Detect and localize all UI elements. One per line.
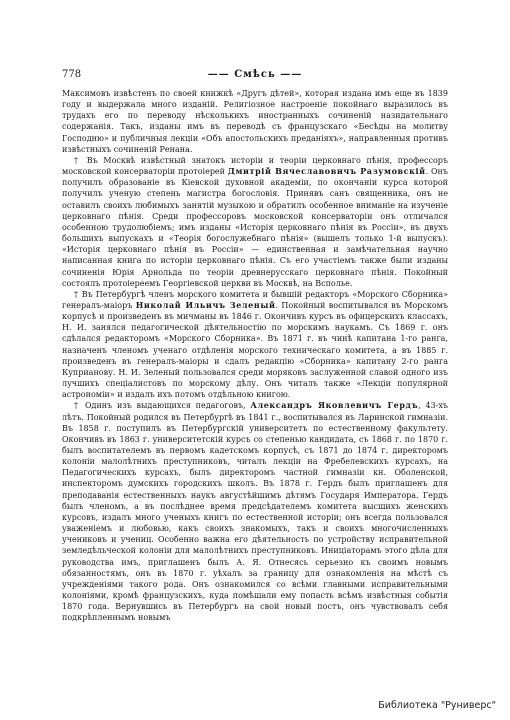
paragraph-text: † Въ Москвѣ извѣстный знатокъ исторіи и теоріи церковнаго пѣнія, профессоръ московской консерваторіи протоіерей: [62, 155, 448, 177]
person-name: Николай Ильичъ Зеленый: [135, 299, 276, 310]
person-name: Дмитрій Вячеславовичъ Разумовскій: [227, 166, 426, 177]
paragraph-text: . Онъ получилъ образованіе въ Кіевской духовной академіи, по окончаніи курса которой получилъ ученую степень магистра богословія. Принявъ санъ священника, онъ не оставилъ своихъ любимыхъ занятій музыкою и обратилъ особенное вниманіе на изученіе церковнаго пѣнія. Среди профессоровъ московской консерваторіи онъ отличался особенною трудолюбіемъ; имъ изданы «Исторія церковнаго пѣнія въ Россіи», въ двухъ большихъ выпускахъ и «Теорія богослужебнаго пѣнія» (вышелъ только 1-й выпускъ). «Исторія церковнаго пѣнія въ Россіи» — единственная и замѣчательная научно написанная книга по исторіи церковнаго пѣнія. Съ его участіемъ также были изданы сочиненія Юрія Арнольда по теоріи древнерусскаго церковнаго пѣнія. Покойный состоялъ протоіереемъ Георгіевской церкви въ Москвѣ, на Всполье.: [62, 167, 448, 288]
page-header: [62, 68, 448, 82]
paragraph-text: Максимовъ извѣстенъ по своей книжкѣ «Другъ дѣтей», которая издана имъ еще въ 1839 году и выдержала много изданій. Религіозное настроеніе покойнаго выразилось въ трудахъ его по переводу нѣсколькихъ иностранныхъ сочиненій назидательнаго содержанія. Такъ, изданы имъ въ переводѣ съ французскаго «Бесѣды на молитву Господню» и публичныя лекціи «Объ апостольскихъ преданіяхъ», направленныя противъ извѣстныхъ сочиненій Ренана.: [62, 89, 448, 154]
paragraph-zeleny: [62, 289, 448, 401]
paragraph-text: , 43-хъ лѣтъ. Покойный родился въ Петербургѣ въ 1841 г., воспитывался въ Ларинской гимназіи. Въ 1858 г. поступилъ въ Петербургскій университетъ по естественному факультету. Окончивъ въ 1863 г. университетскій курсъ со степенью кандидата, съ 1868 г. по 1870 г. былъ воспитателемъ въ первомъ кадетскомъ корпусѣ, съ 1871 до 1874 г. директоромъ колоніи малолѣтнихъ преступниковъ, читалъ лекціи на Фребелевскихъ курсахъ, на Педагогическихъ курсахъ, былъ директоромъ частной гимназіи кн. Оболенской, инспекторомъ думскихъ городскихъ школъ. Въ 1878 г. Гердъ былъ приглашенъ для преподаванія естественныхъ наукъ августѣйшимъ дѣтямъ Государя Императора. Гердъ былъ членомъ, а въ послѣднее время предсѣдателемъ комитета высшихъ женскихъ курсовъ, издалъ много ученыхъ книгъ по естественной исторіи; онъ всегда пользовался уваженіемъ и любовью, какъ своихъ знакомыхъ, такъ и своихъ многочисленныхъ учениковъ и учениц. Особенно важна его дѣятельность по устройству исправительной земледѣльческой колоніи для малолѣтнихъ преступниковъ. Иниціаторамъ этого дѣла для руководства имъ, приглашенъ былъ А. Я. Отнесясь серьезно къ своимъ новымъ обязанностямъ, онъ въ 1870 г. уѣхалъ за границу для ознакомленія на мѣстѣ съ учрежденіями такого рода. Онъ ознакомился со всѣми главными исправительными колоніями, кромѣ французскихъ, куда помѣшали ему попасть всѣмъ извѣстныя событія 1870 года. Вернувшись въ Петербургъ на свой новый постъ, онъ чувствовалъ себя подкрѣпленнымъ новымъ: [62, 401, 448, 623]
paragraph-razumovsky: [62, 155, 448, 289]
paragraph-text: † Одинъ изъ выдающихся педагоговъ,: [74, 401, 251, 411]
article-body: [62, 88, 448, 624]
running-title: —— Смѣсь ——: [207, 69, 303, 80]
paragraph-gerd: [62, 400, 448, 623]
paragraph-text: . Покойный воспитывался въ Морскомъ корпусѣ и произведенъ въ мичманы въ 1846 г. Окончивъ курсъ въ офицерскихъ классахъ, Н. И. занялся педагогической дѣятельностію по морскимъ наукамъ. Съ 1869 г. онъ сдѣлался редакторомъ «Морского Сборника». Въ 1871 г. въ чинѣ капитана 1-го ранга, назначенъ членомъ ученаго отдѣленія морского техническаго комитета, а въ 1885 г. произведенъ въ генералъ-маіоры и сдалъ редакцію «Сборника» капитану 2-го ранга Куприанову. Н. И. Зеленый пользовался среди моряковъ заслуженной славой одного изъ лучшихъ спеціалистовъ по морскому дѣлу. Онъ читалъ также «Лекціи популярной астрономіи» и издалъ ихъ потомъ отдѣльною книгою.: [62, 300, 448, 400]
page-number: 778: [62, 69, 82, 80]
paragraph-maximov: [62, 88, 448, 155]
paragraph-text: † Въ Петербургѣ членъ морского комитета и бывшій редакторъ «Морского Сборника» генералъ-маіоръ: [62, 289, 448, 310]
library-watermark: Библиотека "Руниверс": [378, 700, 496, 711]
person-name: Александръ Яковлевичъ Гердъ: [250, 400, 419, 411]
